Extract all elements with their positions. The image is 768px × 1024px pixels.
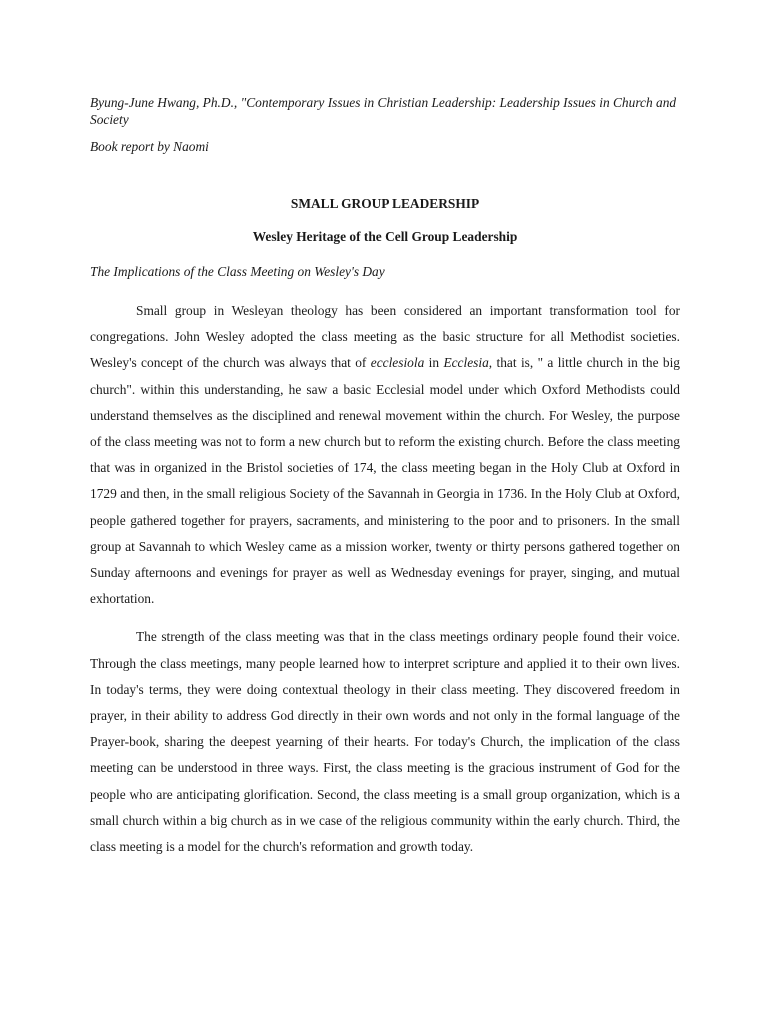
term-ecclesiola: ecclesiola — [370, 355, 425, 371]
paragraph-1-text-b: in — [424, 355, 444, 371]
document-title: SMALL GROUP LEADERSHIP — [290, 196, 480, 211]
citation: Byung-June Hwang, Ph.D., "Contemporary Issues in Christian Leadership: Leadership Issues in Church and Society — [90, 95, 677, 127]
paragraph-1-text-c: , that is, " a little church in the big church". within this understanding, he saw a basic Ecclesial model under which Oxford Methodists could understand themselves as the disciplined and renewal movement within the church. For Wesley, the purpose of the class meeting was not to form a new church but to reform the existing church. Before the class meeting that was in organized in the Bristol societies of 174, the class meeting began in the Holy Club at Oxford in 1729 and then, in the small religious Society of the Savannah in Georgia in 1736. In the Holy Club at Oxford, people gathered together for prayers, sacraments, and ministering to the poor and to prisoners. In the small group at Savannah to which Wesley came as a mission worker, twenty or thirty persons gathered together on Sunday afternoons and evenings for prayer as well as Wednesday evenings for prayer, singing, and mutual exhortation. — [90, 355, 680, 607]
term-ecclesia: Ecclesia — [443, 355, 489, 371]
report-author-line: Book report by Naomi — [90, 139, 209, 154]
body-paragraph-1 — [90, 298, 680, 612]
document-subtitle: Wesley Heritage of the Cell Group Leadership — [252, 229, 518, 244]
body-paragraph-2: The strength of the class meeting was that in the class meetings ordinary people found their voice. Through the class meetings, many people learned how to interpret scripture and applied it to their own lives. In today's terms, they were doing contextual theology in their class meeting. They discovered freedom in prayer, in their ability to address God directly in their own words and not only in the formal language of the Prayer-book, sharing the deepest yearning of their hearts. For today's Church, the implication of the class meeting can be understood in three ways. First, the class meeting is the gracious instrument of God for the people who are anticipating glorification. Second, the class meeting is a small group organization, which is a small church within a big church as in we case of the religious community within the early church. Third, the class meeting is a model for the church's reformation and growth today. — [90, 629, 680, 855]
section-heading: The Implications of the Class Meeting on Wesley's Day — [90, 264, 385, 279]
paragraph-1-text-a: Small group in Wesleyan theology has been considered an important transformation tool for congregations. John Wesley adopted the class meeting as the basic structure for all Methodist societies. Wesley's concept of the church was always that of — [90, 303, 680, 371]
